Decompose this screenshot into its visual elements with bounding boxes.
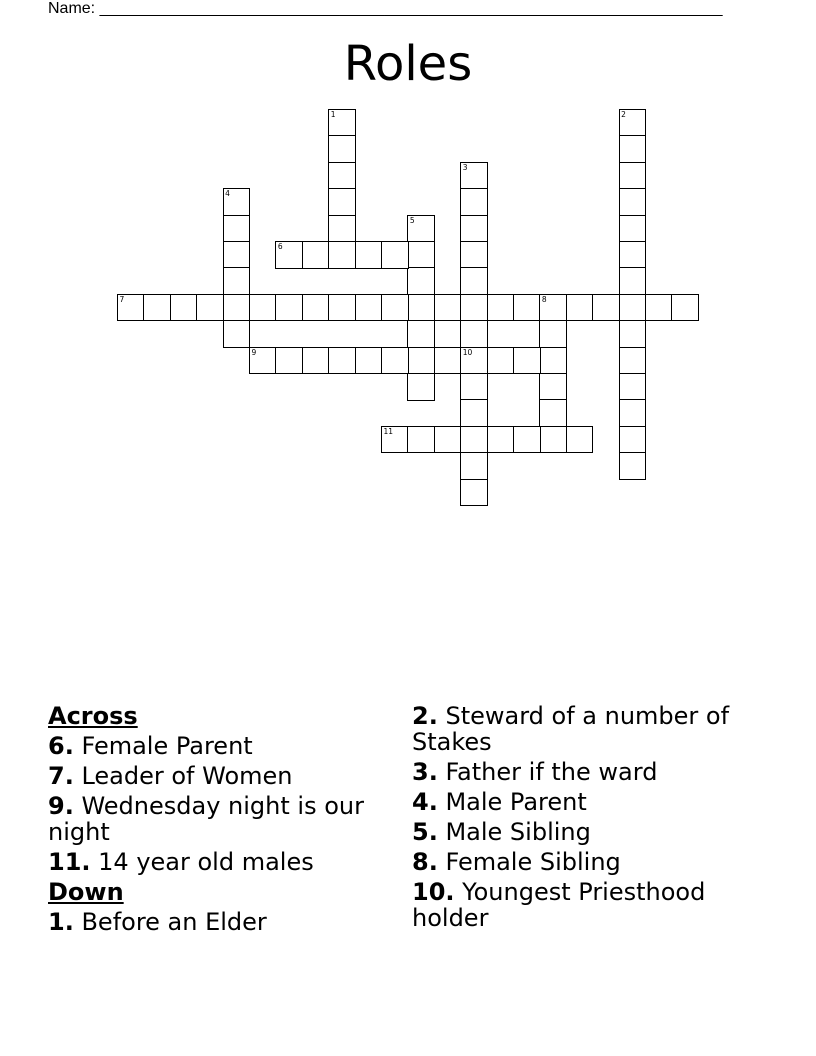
- grid-cell[interactable]: [381, 294, 409, 322]
- clue-text: Female Parent: [73, 732, 253, 760]
- grid-cell[interactable]: [275, 241, 303, 269]
- grid-cell[interactable]: [407, 347, 435, 375]
- grid-cell[interactable]: [328, 135, 356, 163]
- grid-cell[interactable]: [513, 294, 541, 322]
- grid-cell[interactable]: [487, 426, 515, 454]
- grid-cell[interactable]: [619, 294, 647, 322]
- clue-number: 5.: [412, 818, 438, 846]
- clue-number: 1.: [48, 908, 74, 936]
- clues-left-column: [48, 703, 388, 939]
- grid-cell[interactable]: [619, 109, 647, 137]
- grid-cell[interactable]: [381, 347, 409, 375]
- clue-text: Father if the ward: [437, 758, 658, 786]
- clue-number: 3.: [412, 758, 438, 786]
- cell-number: 1: [330, 110, 336, 119]
- clue-item: [48, 763, 388, 789]
- grid-cell[interactable]: [355, 347, 383, 375]
- grid-cell[interactable]: [223, 267, 251, 295]
- grid-cell[interactable]: [460, 426, 488, 454]
- grid-cell[interactable]: [434, 294, 462, 322]
- grid-cell[interactable]: [355, 294, 383, 322]
- clue-text: Female Sibling: [437, 848, 621, 876]
- grid-cell[interactable]: [619, 320, 647, 348]
- grid-cell[interactable]: [619, 373, 647, 401]
- grid-cell[interactable]: [513, 426, 541, 454]
- grid-cell[interactable]: [487, 294, 515, 322]
- clue-number: 9.: [48, 792, 74, 820]
- grid-cell[interactable]: [407, 373, 435, 401]
- grid-cell[interactable]: [513, 347, 541, 375]
- grid-cell[interactable]: [619, 215, 647, 243]
- grid-cell[interactable]: [407, 267, 435, 295]
- across-heading: Across: [48, 702, 138, 730]
- clue-item: [412, 703, 772, 755]
- grid-cell[interactable]: [328, 188, 356, 216]
- grid-cell[interactable]: [539, 373, 567, 401]
- grid-cell[interactable]: [223, 215, 251, 243]
- grid-cell[interactable]: [434, 347, 462, 375]
- clue-item: [412, 789, 772, 815]
- grid-cell[interactable]: [196, 294, 224, 322]
- puzzle-title: Roles: [343, 36, 473, 92]
- grid-cell[interactable]: [460, 215, 488, 243]
- grid-cell[interactable]: [619, 135, 647, 163]
- name-line: Name: ______________________________________________________________________: [48, 0, 723, 17]
- clues-right-column: [412, 703, 772, 935]
- cell-number: 8: [541, 294, 547, 304]
- grid-cell[interactable]: [539, 399, 567, 427]
- clue-number: 7.: [48, 762, 74, 790]
- grid-cell[interactable]: [275, 347, 303, 375]
- grid-cell[interactable]: [328, 109, 356, 137]
- grid-cell[interactable]: [407, 241, 435, 269]
- grid-cell[interactable]: [328, 294, 356, 322]
- grid-cell[interactable]: [566, 294, 594, 322]
- grid-cell[interactable]: [619, 452, 647, 480]
- clue-number: 11.: [48, 848, 91, 876]
- grid-cell[interactable]: [619, 188, 647, 216]
- grid-cell[interactable]: [539, 320, 567, 348]
- grid-cell[interactable]: [645, 294, 673, 322]
- clue-text: Youngest Priesthood holder: [412, 878, 706, 932]
- cell-number: 10: [462, 347, 473, 357]
- grid-cell[interactable]: [460, 320, 488, 348]
- grid-cell[interactable]: [328, 215, 356, 243]
- grid-cell[interactable]: [460, 452, 488, 480]
- grid-cell[interactable]: [539, 294, 567, 322]
- clue-item: [412, 849, 772, 875]
- clue-item: [412, 759, 772, 785]
- grid-cell[interactable]: [302, 241, 330, 269]
- grid-cell[interactable]: [275, 294, 303, 322]
- clue-text: Leader of Women: [73, 762, 293, 790]
- grid-cell[interactable]: [460, 479, 488, 507]
- clue-text: 14 year old males: [90, 848, 314, 876]
- clue-text: Wednesday night is our night: [48, 792, 364, 846]
- grid-cell[interactable]: [460, 347, 488, 375]
- grid-cell[interactable]: [619, 267, 647, 295]
- grid-cell[interactable]: [460, 399, 488, 427]
- grid-cell[interactable]: [302, 294, 330, 322]
- grid-cell[interactable]: [619, 426, 647, 454]
- grid-cell[interactable]: [249, 294, 277, 322]
- grid-cell[interactable]: [407, 320, 435, 348]
- down-heading: Down: [48, 878, 124, 906]
- grid-cell[interactable]: [302, 347, 330, 375]
- grid-cell[interactable]: [460, 294, 488, 322]
- clue-item: [48, 793, 388, 845]
- grid-cell[interactable]: [539, 426, 567, 454]
- grid-cell[interactable]: [619, 162, 647, 190]
- grid-cell[interactable]: [460, 267, 488, 295]
- grid-cell[interactable]: [592, 294, 620, 322]
- clue-number: 2.: [412, 702, 438, 730]
- cell-number: 2: [621, 110, 626, 119]
- cell-number: 11: [383, 426, 394, 436]
- grid-cell[interactable]: [143, 294, 171, 322]
- cell-number: 9: [251, 347, 257, 357]
- cell-number: 7: [119, 294, 125, 304]
- grid-cell[interactable]: [328, 162, 356, 190]
- grid-cell[interactable]: [460, 373, 488, 401]
- grid-cell[interactable]: [249, 347, 277, 375]
- grid-cell[interactable]: [619, 241, 647, 269]
- grid-cell[interactable]: [566, 426, 594, 454]
- grid-cell[interactable]: [407, 426, 435, 454]
- grid-cell[interactable]: [170, 294, 198, 322]
- grid-cell[interactable]: [460, 188, 488, 216]
- grid-cell[interactable]: [407, 294, 435, 322]
- grid-cell[interactable]: [539, 347, 567, 375]
- grid-cell[interactable]: [223, 188, 251, 216]
- cell-number: 5: [409, 215, 415, 225]
- clue-item: [48, 909, 388, 935]
- clue-item: [48, 849, 388, 875]
- clue-text: Male Sibling: [437, 818, 591, 846]
- grid-cell[interactable]: [381, 241, 409, 269]
- clue-item: [48, 733, 388, 759]
- grid-cell[interactable]: [619, 399, 647, 427]
- grid-cell[interactable]: [619, 347, 647, 375]
- grid-cell[interactable]: [223, 294, 251, 322]
- grid-cell[interactable]: [328, 347, 356, 375]
- clue-number: 4.: [412, 788, 438, 816]
- grid-cell[interactable]: [328, 241, 356, 269]
- grid-cell[interactable]: [355, 241, 383, 269]
- grid-cell[interactable]: [223, 241, 251, 269]
- clue-number: 10.: [412, 878, 455, 906]
- clue-text: Male Parent: [437, 788, 587, 816]
- grid-cell[interactable]: [223, 320, 251, 348]
- clue-item: [412, 819, 772, 845]
- cell-number: 4: [225, 189, 230, 199]
- clue-number: 6.: [48, 732, 74, 760]
- grid-cell[interactable]: [460, 241, 488, 269]
- grid-cell[interactable]: [407, 215, 435, 243]
- cell-number: 3: [462, 162, 468, 172]
- clue-text: Before an Elder: [73, 908, 267, 936]
- clue-text: Steward of a number of Stakes: [412, 702, 730, 756]
- cell-number: 6: [277, 242, 283, 251]
- grid-cell[interactable]: [460, 162, 488, 190]
- clue-item: [412, 879, 772, 931]
- grid-cell[interactable]: [671, 294, 699, 322]
- grid-cell[interactable]: [487, 347, 515, 375]
- grid-cell[interactable]: [117, 294, 145, 322]
- grid-cell[interactable]: [381, 426, 409, 454]
- clue-number: 8.: [412, 848, 438, 876]
- grid-cell[interactable]: [434, 426, 462, 454]
